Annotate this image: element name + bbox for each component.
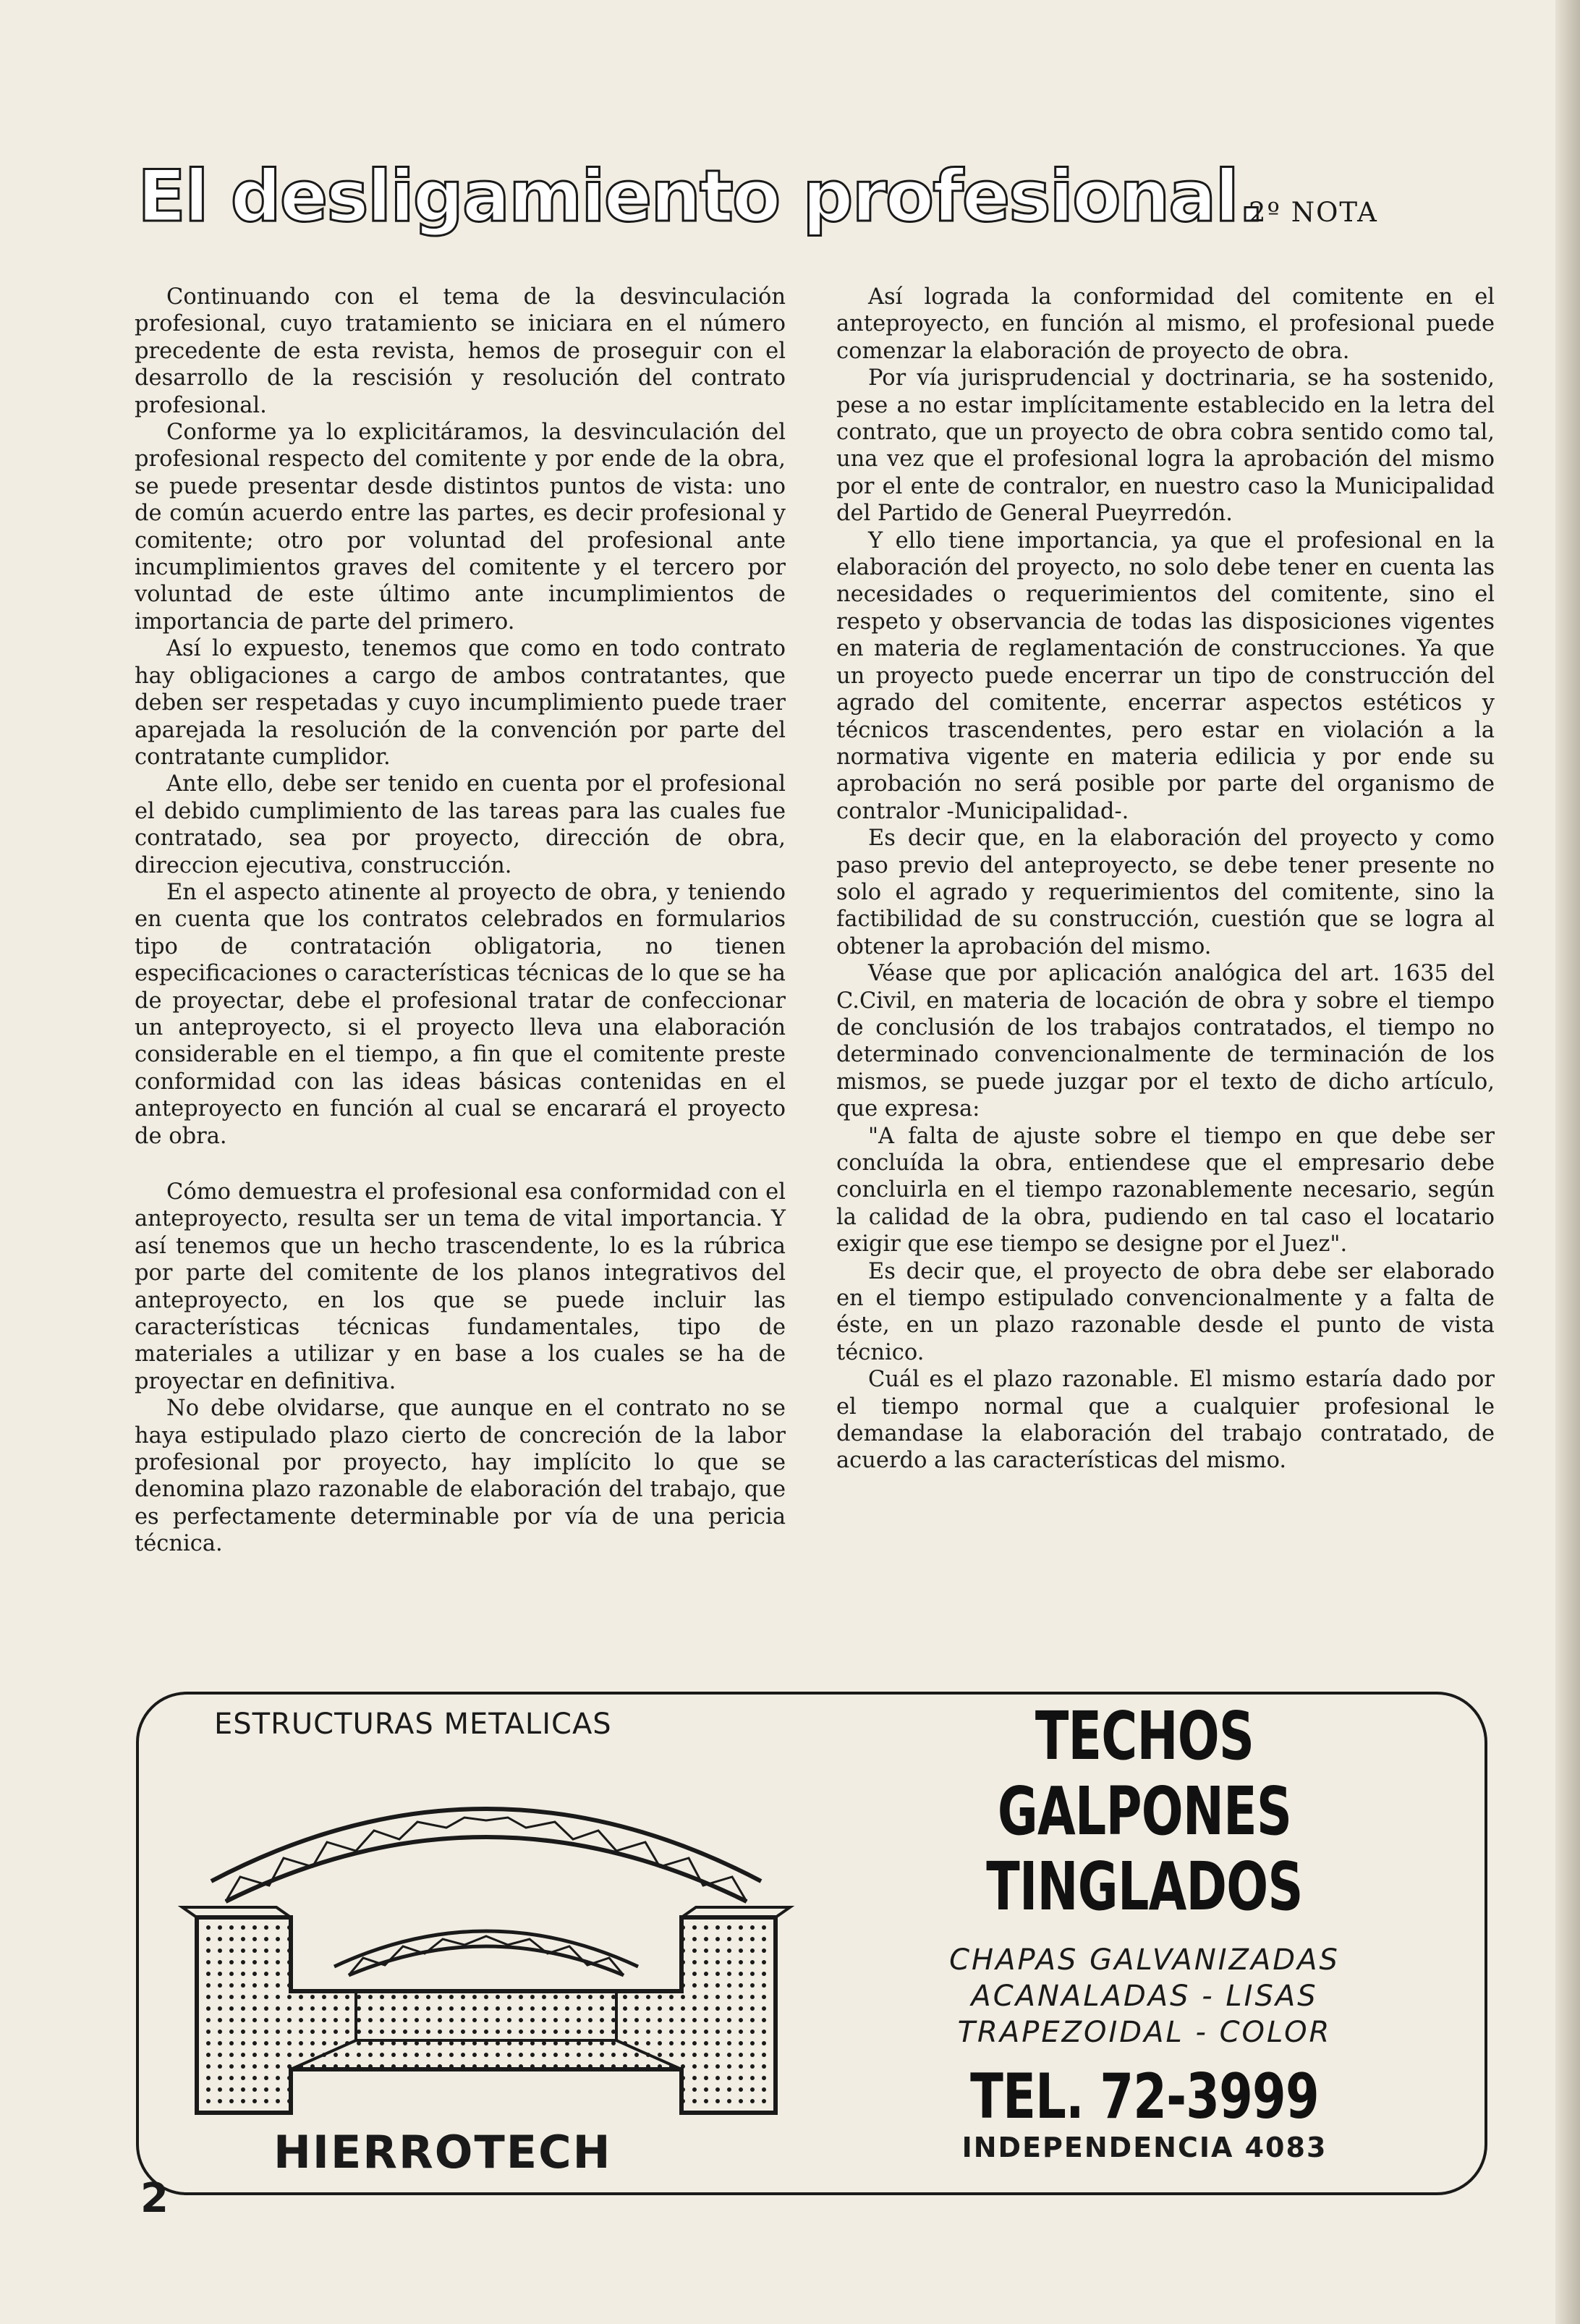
- ad-headline-line: TECHOS: [1035, 1697, 1254, 1775]
- paragraph: Así lo expuesto, tenemos que como en todo contrato hay obligaciones a cargo de ambos contratantes, que deben ser respetadas y cuyo incumplimiento puede traer aparejada la resolución de la convención por parte del contratante cumplidor.: [135, 636, 786, 770]
- paragraph: Así lograda la conformidad del comitente en el anteproyecto, en función al mismo, el profesional puede comenzar la elaboración de proyecto de obra.: [836, 284, 1495, 364]
- ad-headline-line: TINGLADOS: [986, 1848, 1303, 1925]
- ad-right-panel: [804, 1695, 1485, 2194]
- advertisement-box: [136, 1692, 1487, 2195]
- ad-product-line: TRAPEZOIDAL - COLOR: [957, 2016, 1332, 2049]
- paragraph: Ante ello, debe ser tenido en cuenta por el profesional el debido cumplimiento de las tareas para las cuales fue contratado, sea por proyecto, dirección de obra, direccion ejecutiva, construcción.: [135, 771, 786, 878]
- paragraph: Es decir que, el proyecto de obra debe ser elaborado en el tiempo estipulado convencionalmente y a falta de éste, en un plazo razonable desde el punto de vista técnico.: [836, 1258, 1495, 1365]
- ad-product-line: ACANALADAS - LISAS: [971, 1980, 1318, 2013]
- ad-products: [804, 1942, 1485, 2051]
- note-label: 2º NOTA: [1249, 197, 1378, 228]
- ad-product-line: CHAPAS GALVANIZADAS: [949, 1943, 1340, 1977]
- paragraph: Por vía jurisprudencial y doctrinaria, se ha sostenido, pese a no estar implícitamente establecido en la letra del contrato, que un proyecto de obra cobra sentido como tal, una vez que el profesional logra la aprobación del mismo por el ente de contralor, en nuestro caso la Municipalidad del Partido de General Pueyrredón.: [836, 365, 1495, 527]
- paragraph: Véase que por aplicación analógica del art. 1635 del C.Civil, en materia de locación de obra y sobre el tiempo de conclusión de los trabajos contratados, el tiempo no determinado convencionalmente de terminación de los mismos, se puede juzgar por el texto de dicho artículo, que expresa:: [836, 961, 1495, 1122]
- ad-address: INDEPENDENCIA 4083: [961, 2132, 1328, 2163]
- paragraph: Es decir que, en la elaboración del proyecto y como paso previo del anteproyecto, se debe tener presente no solo el agrado y requerimientos del comitente, sino la factibilidad de su construcción, cuestión que se logra al obtener la aprobación del mismo.: [836, 826, 1495, 959]
- ad-headline-line: GALPONES: [997, 1773, 1292, 1850]
- page-number: 2: [140, 2175, 169, 2222]
- paragraph: Cómo demuestra el profesional esa conformidad con el anteproyecto, resulta ser un tema de vital importancia. Y así tenemos que un hecho trascendente, lo es la rúbrica por parte del comitente de los planos integrativos del anteproyecto, en los que se puede incluir las características técnicas fundamentales, tipo de materiales a utilizar y en base a los cuales se ha de proyectar en definitiva.: [135, 1179, 786, 1394]
- ad-headline: [804, 1699, 1485, 1925]
- paragraph: Y ello tiene importancia, ya que el profesional en la elaboración del proyecto, no solo debe tener en cuenta las necesidades o requerimientos del comitente, sino el respeto y observancia de todas las disposiciones vigentes en materia de reglamentación de construcciones. Ya que un proyecto puede encerrar un tipo de construcción del agrado del comitente, encerrar aspectos estéticos y técnicos trascendentes, pero estar en violación a la normativa vigente en materia edilicia y por ende su aprobación no será posible por parte del organismo de contralor -Municipalidad-.: [836, 527, 1495, 824]
- paragraph: En el aspecto atinente al proyecto de obra, y teniendo en cuenta que los contratos celebrados en formularios tipo de contratación obligatoria, no tienen especificaciones o características técnicas de lo que se ha de proyectar, debe el profesional tratar de confeccionar un anteproyecto, si el proyecto lleva una elaboración considerable en el tiempo, a fin que el comitente preste conformidad con las ideas básicas contenidas en el anteproyecto en función al cual se encarará el proyecto de obra.: [135, 879, 786, 1149]
- paragraph: Cuál es el plazo razonable. El mismo estaría dado por el tiempo normal que a cualquier profesional le demandase la elaboración del trabajo contratado, de acuerdo a las características del mismo.: [836, 1367, 1495, 1474]
- article-right-column: [836, 284, 1495, 1475]
- page-edge-shadow: [1555, 0, 1580, 2324]
- metal-truss-structure-icon: [168, 1736, 804, 2127]
- article-left-column: [135, 284, 786, 1558]
- paragraph: No debe olvidarse, que aunque en el contrato no se haya estipulado plazo cierto de concreción de la labor profesional por proyecto, hay implícito lo que se denomina plazo razonable de elaboración del trabajo, que es perfectamente determinable por vía de una pericia técnica.: [135, 1396, 786, 1557]
- article-title: El desligamiento profesional.: [137, 156, 1264, 238]
- quote-paragraph: "A falta de ajuste sobre el tiempo en que debe ser concluída la obra, entiendese que el empresario debe concluirla en el tiempo razonablemente necesario, según la calidad de la obra, pudiendo en tal caso el locatario exigir que ese tiempo se designe por el Juez".: [836, 1123, 1495, 1258]
- paragraph: Continuando con el tema de la desvinculación profesional, cuyo tratamiento se iniciara en el número precedente de esta revista, hemos de proseguir con el desarrollo de la rescisión y resolución del contrato profesional.: [135, 284, 786, 418]
- ad-phone: TEL. 72-3999: [970, 2061, 1319, 2133]
- paragraph: Conforme ya lo explicitáramos, la desvinculación del profesional respecto del comitente y por ende de la obra, se puede presentar desde distintos puntos de vista: uno de común acuerdo entre las partes, es decir profesional y comitente; otro por voluntad del profesional ante incumplimientos graves del comitente y el tercero por voluntad de este último ante incumplimientos de importancia de parte del primero.: [135, 420, 786, 635]
- ad-heading: ESTRUCTURAS METALICAS: [214, 1708, 612, 1741]
- article-header: [137, 153, 1483, 247]
- ad-brand-name: HIERROTECH: [273, 2126, 612, 2179]
